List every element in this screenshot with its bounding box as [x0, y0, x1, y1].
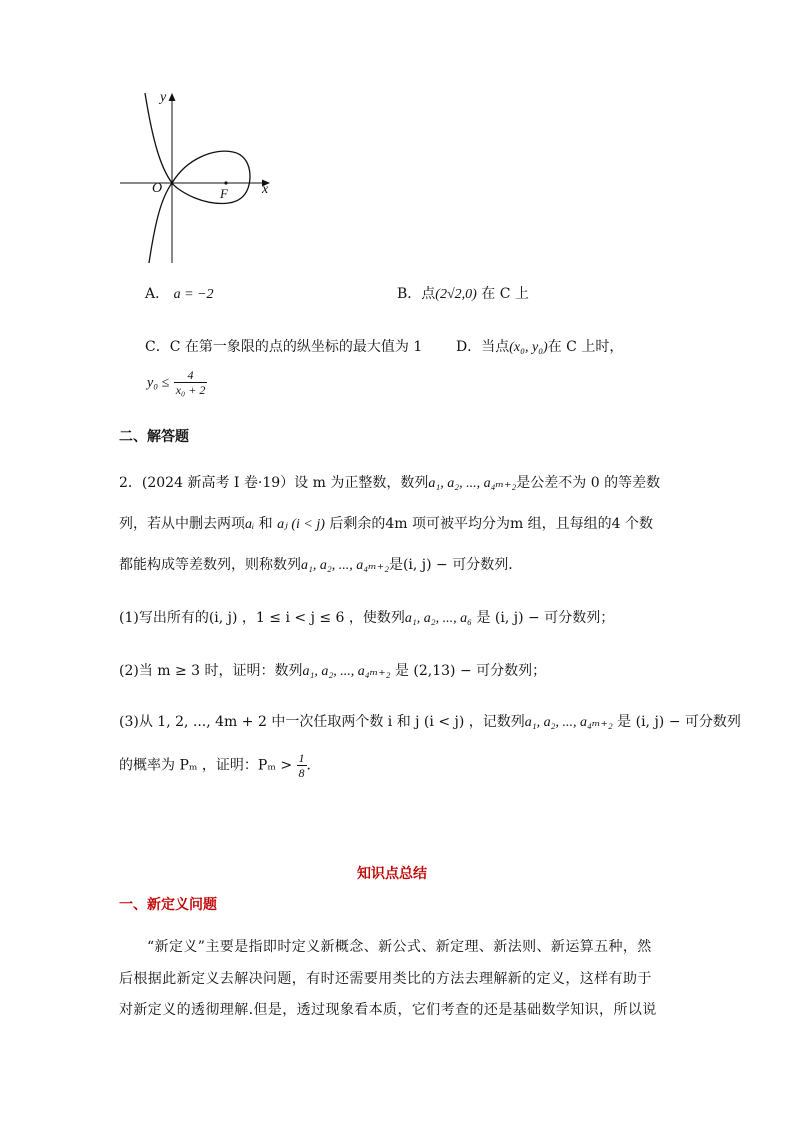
- problem2-q3: [119, 712, 741, 733]
- problem2-q3-end: ．: [306, 757, 321, 774]
- option-c-label: C．: [145, 339, 170, 355]
- option-d-frac-den: x₀ + 2: [175, 383, 206, 397]
- focus-label: F: [220, 186, 228, 201]
- problem2-line2: [119, 514, 653, 535]
- focus-point: [224, 181, 227, 184]
- problem2-q1: [119, 608, 614, 629]
- option-b-coord: (2√2,0): [435, 287, 477, 302]
- section2-title: 二、解答题: [119, 429, 189, 445]
- problem2-line3: [119, 555, 522, 576]
- option-d-inequality: [147, 368, 207, 397]
- problem2-q3-a: (3)从 1, 2, ..., 4m + 2 中一次任取两个数 i 和 j (i < j) ，记数列: [119, 714, 525, 730]
- problem2-aj: aⱼ (i < j): [277, 517, 325, 532]
- problem2-q3-b: 是 (i, j) − 可分数列: [617, 714, 741, 730]
- problem2-q2-seq: a₁, a₂, ..., a₄ₘ₊₂: [302, 664, 391, 679]
- problem2-seq1: a₁, a₂, ..., a₄ₘ₊₂: [428, 476, 517, 491]
- problem2-q1-a: (1)写出所有的(i, j) ，1 ≤ i < j ≤ 6 ，使数列: [119, 610, 405, 626]
- problem2-line1: [119, 473, 660, 494]
- curve-loop: [172, 151, 250, 203]
- problem2-q2-b: 是 (2,13) − 可分数列；: [394, 663, 547, 679]
- option-d-tail: 在 C 上时，: [547, 339, 624, 355]
- option-b: [397, 284, 529, 305]
- option-c: [145, 337, 422, 357]
- paragraph-line-2-wrap: [119, 964, 652, 994]
- option-b-tail: 在 C 上: [481, 286, 529, 302]
- sub-title: 一、新定义问题: [119, 897, 217, 913]
- option-a-label: A．: [145, 286, 170, 302]
- option-d-fraction: [174, 368, 208, 397]
- problem2-q2: [119, 661, 546, 682]
- problem2-q3-c: 的概率为 Pₘ ，证明：Pₘ >: [119, 757, 293, 774]
- option-a-text: a = −2: [173, 287, 214, 302]
- paragraph-line-2: 后根据此新定义去解决问题，有时还需要用类比的方法去理解新的定义，这样有助于: [119, 971, 652, 987]
- option-d-ineq-left: y₀ ≤: [147, 375, 170, 391]
- problem2-line2-b: 和: [258, 516, 273, 532]
- problem2-line2-c: 后剩余的4m 项可被平均分为m 组，且每组的4 个数: [329, 516, 654, 532]
- option-a: [145, 284, 213, 305]
- option-d-label: D．当点: [456, 339, 510, 355]
- y-axis-label: y: [160, 90, 167, 105]
- option-c-text: C 在第一象限的点的纵坐标的最大值为 1: [169, 339, 423, 355]
- problem2-q3-fraction: [297, 751, 307, 780]
- problem2-line2-a: 列，若从中删去两项: [119, 516, 245, 532]
- origin-label: O: [152, 181, 163, 196]
- problem2-q1-b: 是 (i, j) − 可分数列；: [476, 610, 615, 626]
- paragraph-line-3: 对新定义的透彻理解.但是，透过现象看本质，它们考查的还是基础数学知识，所以说: [119, 1002, 657, 1018]
- curve-figure: [115, 88, 275, 268]
- problem2-line1-a: 2．(2024 新高考 I 卷·19）设 m 为正整数，数列: [119, 475, 429, 491]
- problem2-ai: aᵢ: [245, 517, 255, 532]
- problem2-seq3: a₁, a₂, ..., a₄ₘ₊₂: [301, 558, 389, 573]
- option-d: [456, 337, 623, 358]
- problem2-line3-b: 是(i, j) − 可分数列．: [388, 557, 523, 573]
- problem2-line1-b: 是公差不为 0 的等差数: [516, 475, 661, 491]
- option-b-label: B．点: [397, 286, 436, 302]
- paragraph-line-1: “新定义”主要是指即时定义新概念、新公式、新定理、新法则、新运算五种，然: [147, 939, 652, 955]
- problem2-q3-line2: [119, 751, 321, 780]
- paragraph-line-3-wrap: [119, 995, 657, 1025]
- option-d-coord: (x₀, y₀): [509, 340, 548, 355]
- curve-upper-branch: [145, 93, 172, 183]
- problem2-q3-frac-num: 1: [298, 751, 305, 765]
- problem2-q3-frac-den: 8: [298, 766, 305, 780]
- x-axis-label: x: [262, 182, 269, 197]
- definition-paragraph: [147, 932, 652, 962]
- summary-title: 知识点总结: [357, 866, 427, 882]
- problem2-line3-a: 都能构成等差数列，则称数列: [119, 557, 301, 573]
- y-axis-arrow: [169, 93, 176, 101]
- problem2-q1-seq: a₁, a₂, ..., a₆: [404, 611, 473, 626]
- problem2-q2-a: (2)当 m ≥ 3 时，证明：数列: [119, 663, 303, 679]
- option-d-frac-num: 4: [174, 368, 208, 383]
- problem2-q3-seq: a₁, a₂, ..., a₄ₘ₊₂: [524, 715, 613, 730]
